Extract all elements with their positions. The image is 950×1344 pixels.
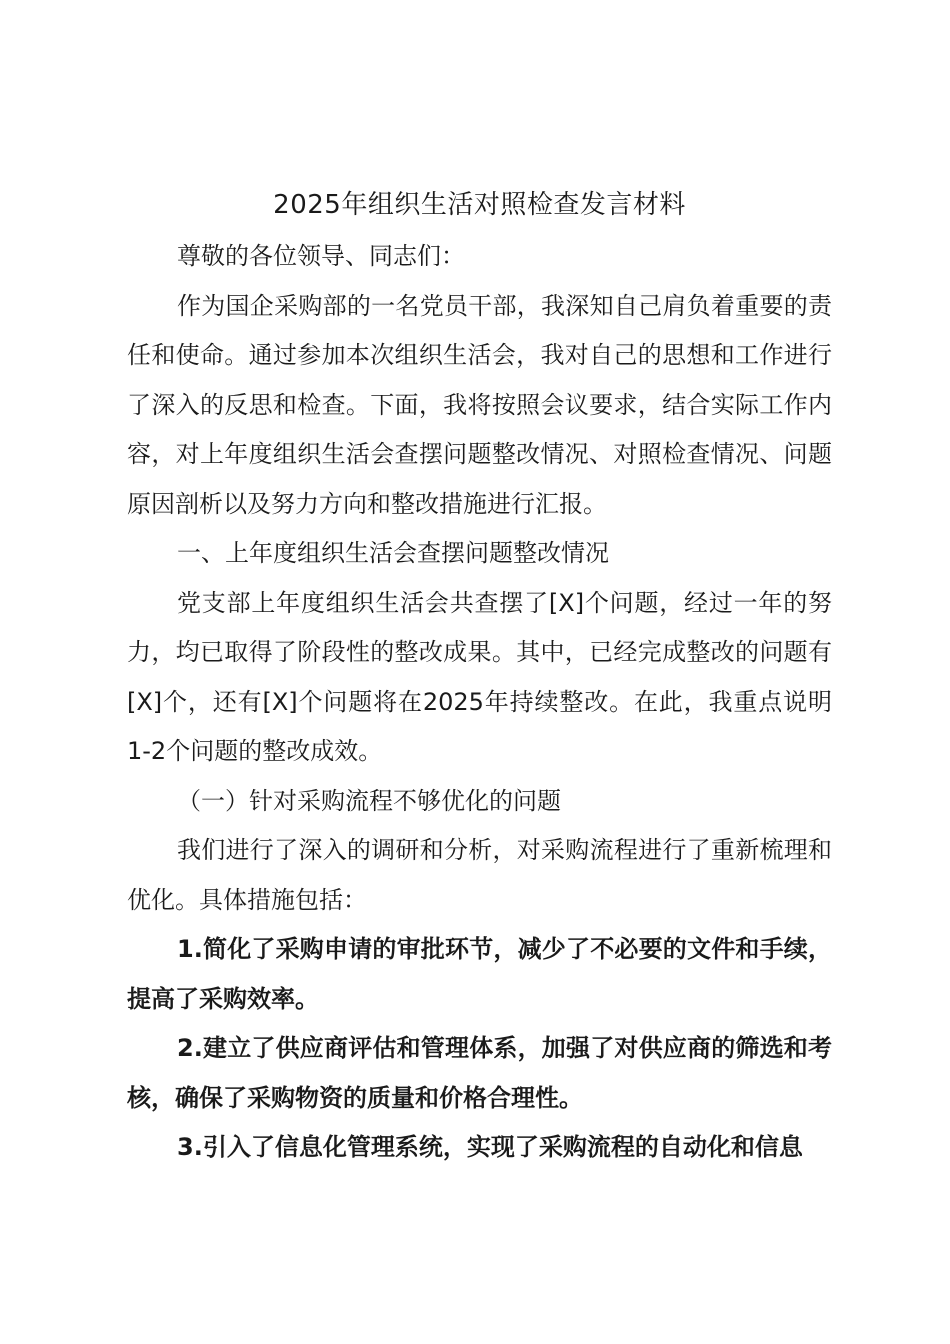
document-body: [127, 232, 832, 1173]
measure-item-2: 2.建立了供应商评估和管理体系，加强了对供应商的筛选和考核，确保了采购物资的质量和价格合理性。: [127, 1034, 832, 1112]
document-page: [127, 0, 832, 1344]
paragraph-salutation: 尊敬的各位领导、同志们：: [177, 242, 465, 270]
section-heading-1: 一、上年度组织生活会查摆问题整改情况: [177, 539, 609, 567]
measure-item-1: 1.简化了采购申请的审批环节，减少了不必要的文件和手续，提高了采购效率。: [127, 935, 832, 1013]
subsection-heading-1: （一）针对采购流程不够优化的问题: [177, 786, 561, 815]
paragraph-measures-intro: 我们进行了深入的调研和分析，对采购流程进行了重新梳理和优化。具体措施包括：: [127, 836, 832, 914]
paragraph-intro: 作为国企采购部的一名党员干部，我深知自己肩负着重要的责任和使命。通过参加本次组织生活会，我对自己的思想和工作进行了深入的反思和检查。下面，我将按照会议要求，结合实际工作内容，对上年度组织生活会查摆问题整改情况、对照检查情况、问题原因剖析以及努力方向和整改措施进行汇报。: [127, 291, 832, 518]
paragraph-rectification-summary: 党支部上年度组织生活会共查摆了[X]个问题，经过一年的努力，均已取得了阶段性的整改成果。其中，已经完成整改的问题有[X]个，还有[X]个问题将在2025年持续整改。在此，我重点说明1-2个问题的整改成效。: [127, 588, 832, 765]
measure-item-3: 3.引入了信息化管理系统，实现了采购流程的自动化和信息: [177, 1133, 803, 1161]
document-title: 2025年组织生活对照检查发言材料: [273, 190, 686, 220]
